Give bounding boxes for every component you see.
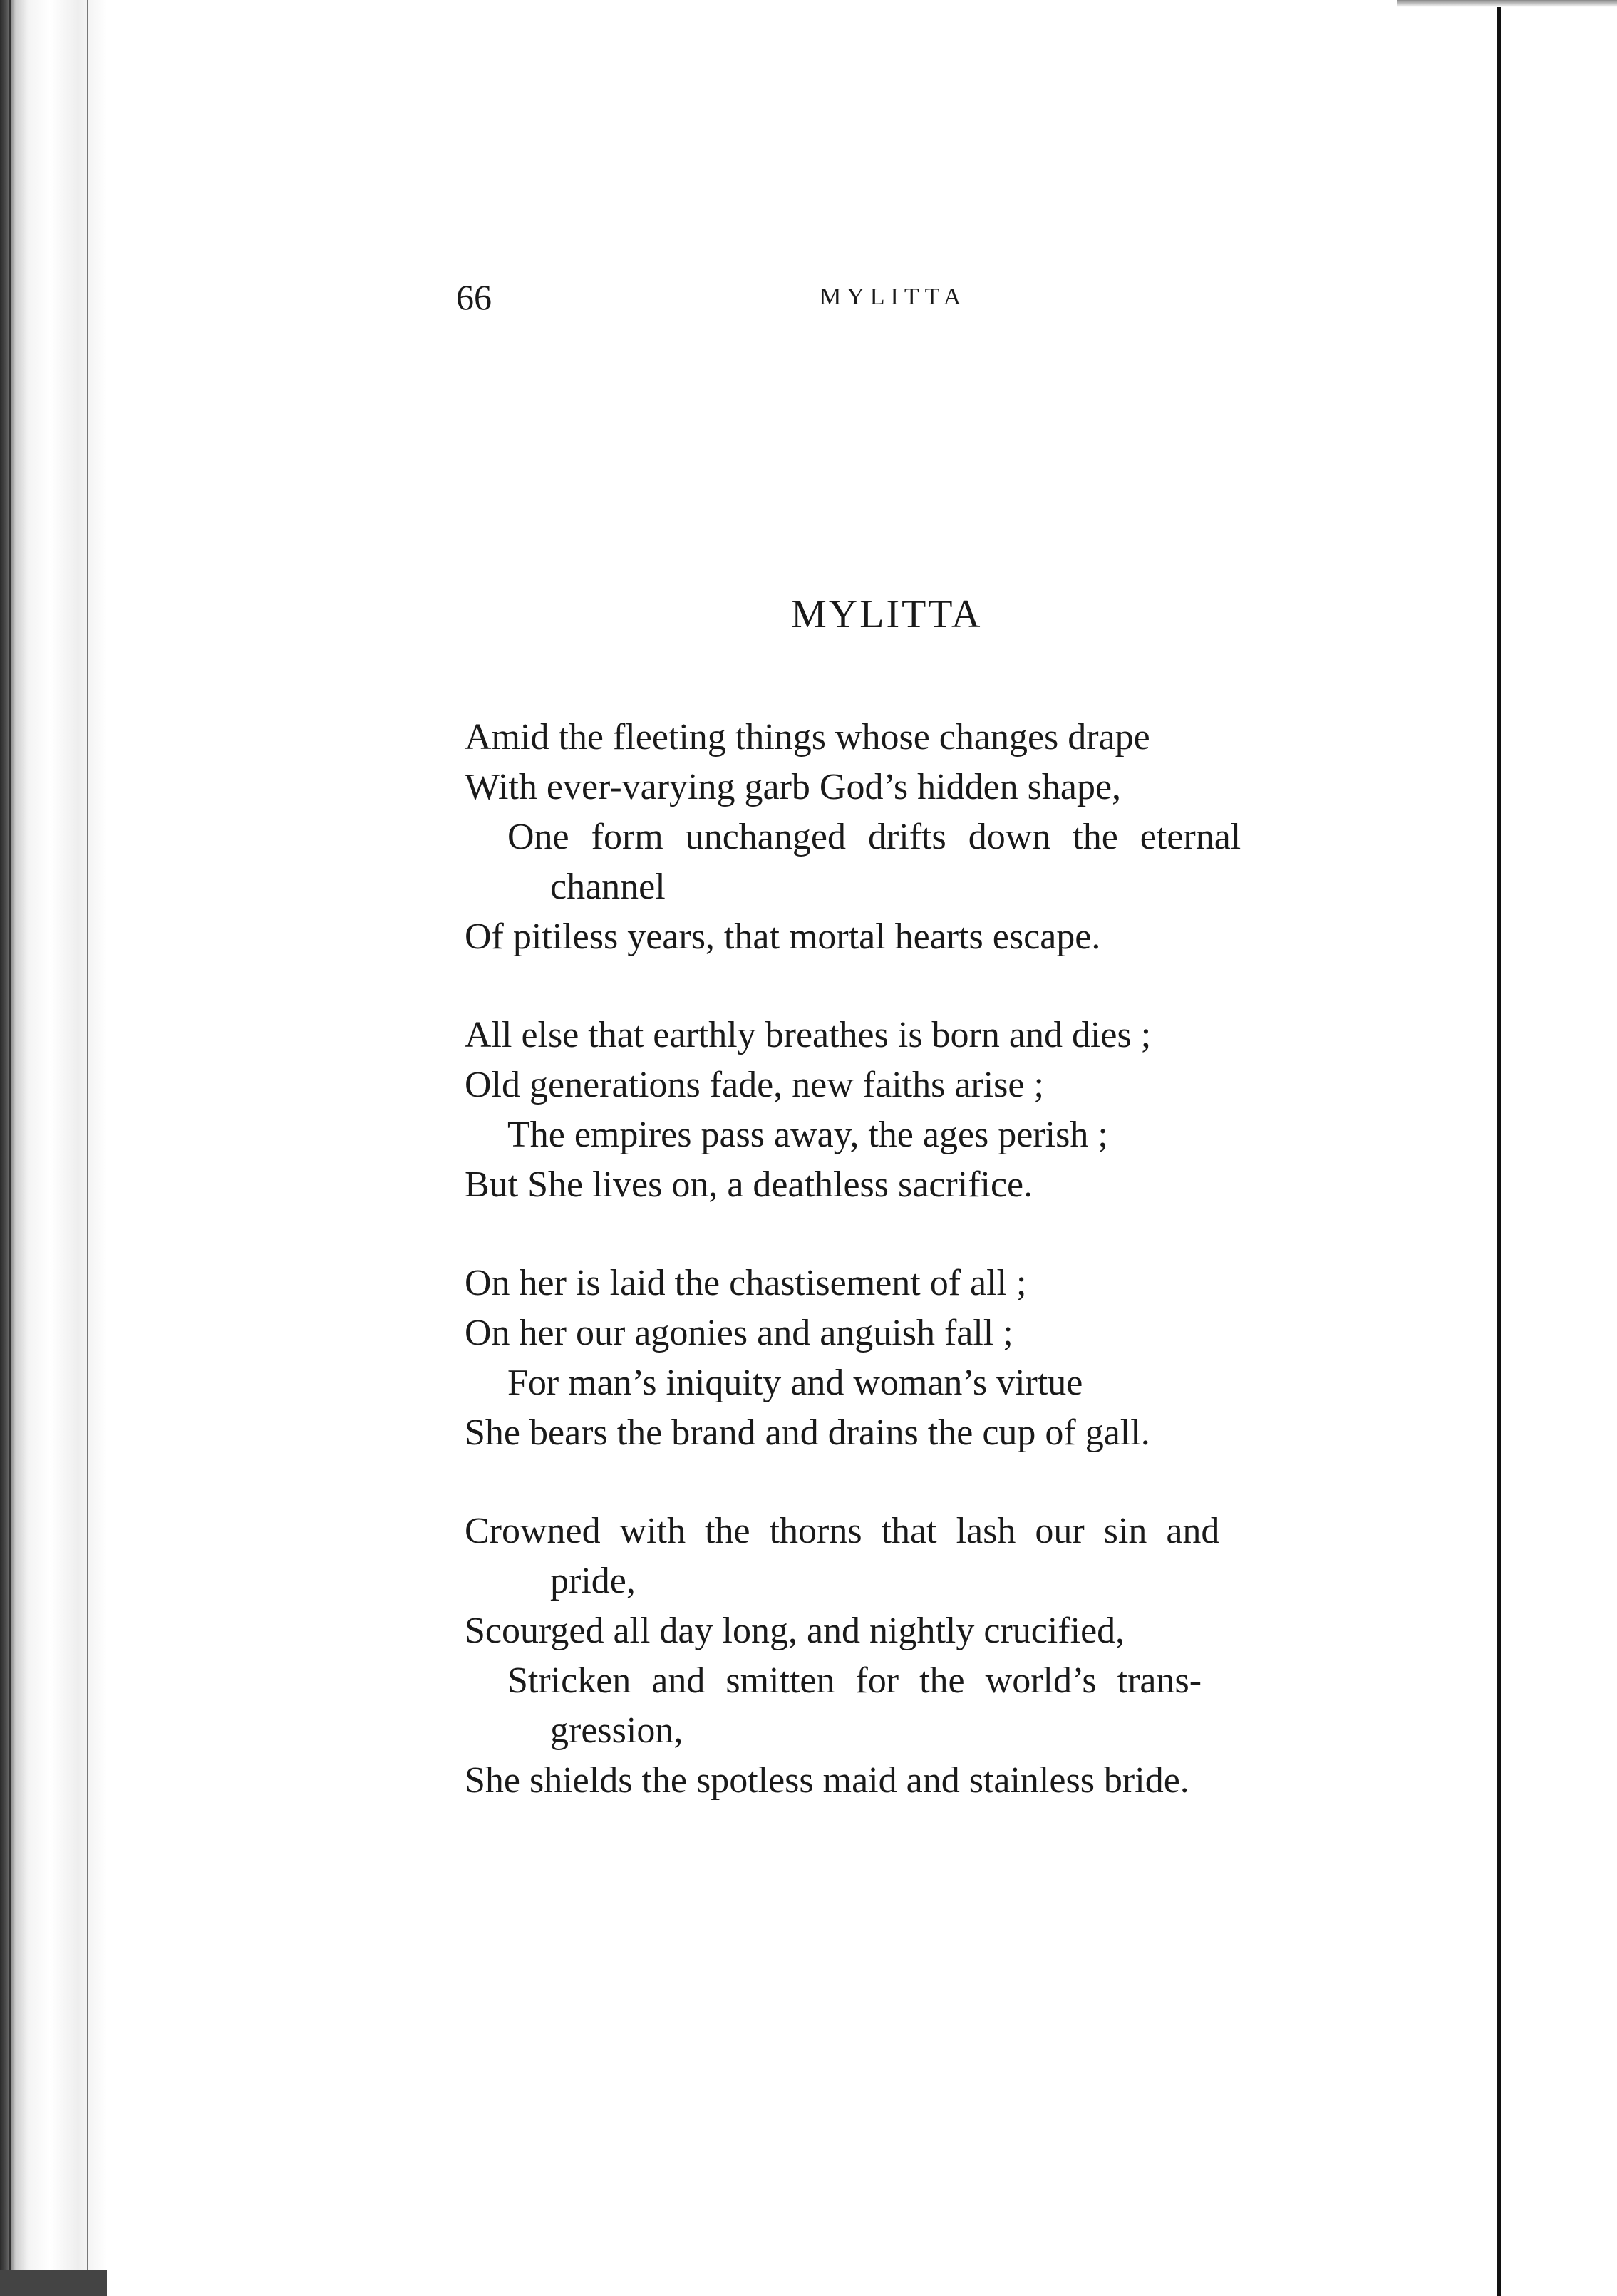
poem-line bbox=[465, 1656, 1363, 1706]
poem-line bbox=[465, 1060, 1363, 1110]
page-binding-edge bbox=[0, 0, 107, 2296]
poem-line-text: pride, bbox=[550, 1561, 636, 1601]
poem-body bbox=[465, 713, 1363, 1854]
poem-line-text: She shields the spotless maid and stainless bride. bbox=[465, 1760, 1189, 1801]
poem-line bbox=[465, 762, 1363, 812]
poem-line-text: Old generations fade, new faiths arise ; bbox=[465, 1065, 1044, 1105]
poem-line-text: Scourged all day long, and nightly crucified, bbox=[465, 1610, 1125, 1651]
poem-line-text: On her is laid the chastisement of all ; bbox=[465, 1263, 1027, 1303]
poem-line bbox=[465, 1358, 1363, 1408]
poem-line-turnover bbox=[465, 862, 1363, 912]
poem-line-text: But She lives on, a deathless sacrifice. bbox=[465, 1164, 1033, 1205]
poem-line bbox=[465, 1258, 1363, 1308]
page-bottom-shadow bbox=[0, 2270, 107, 2296]
poem-line bbox=[465, 912, 1363, 962]
page-right-edge bbox=[1497, 0, 1501, 2296]
poem-line-text: Amid the fleeting things whose changes drape bbox=[465, 717, 1150, 757]
binding-line bbox=[87, 0, 88, 2296]
poem-line-text: On her our agonies and anguish fall ; bbox=[465, 1313, 1013, 1353]
poem-line bbox=[465, 713, 1363, 762]
poem-line bbox=[465, 1408, 1363, 1458]
stanza-3 bbox=[465, 1258, 1363, 1458]
stanza-4 bbox=[465, 1506, 1363, 1806]
poem-line-turnover bbox=[465, 1556, 1363, 1606]
poem-line-text: Stricken and smitten for the world’s trans- bbox=[507, 1660, 1202, 1701]
poem-line-text: She bears the brand and drains the cup of gall. bbox=[465, 1412, 1150, 1453]
poem-line-text: All else that earthly breathes is born and dies ; bbox=[465, 1015, 1152, 1055]
poem-line-text: With ever-varying garb God’s hidden shape, bbox=[465, 767, 1122, 807]
poem-line bbox=[465, 1010, 1363, 1060]
running-head bbox=[456, 276, 1026, 319]
poem-line-text: One form unchanged drifts down the eternal bbox=[507, 817, 1241, 857]
poem-line bbox=[465, 1606, 1363, 1656]
binding-line bbox=[9, 0, 11, 2296]
poem-line-text: channel bbox=[550, 867, 666, 907]
poem-line bbox=[465, 812, 1363, 862]
stanza-1 bbox=[465, 713, 1363, 962]
poem-line-turnover bbox=[465, 1706, 1363, 1756]
poem-line bbox=[465, 1308, 1363, 1358]
poem-line bbox=[465, 1110, 1363, 1160]
poem-line bbox=[465, 1756, 1363, 1806]
stanza-2 bbox=[465, 1010, 1363, 1210]
poem-line-text: Of pitiless years, that mortal hearts escape. bbox=[465, 916, 1101, 957]
poem-line-text: For man’s iniquity and woman’s virtue bbox=[507, 1362, 1083, 1403]
poem-line bbox=[465, 1160, 1363, 1210]
running-title: MYLITTA bbox=[820, 284, 967, 310]
poem-line-text: gression, bbox=[550, 1710, 683, 1751]
poem-line-text: The empires pass away, the ages perish ; bbox=[507, 1115, 1108, 1155]
poem-line bbox=[465, 1506, 1363, 1556]
page-corner-shadow bbox=[1397, 0, 1617, 7]
page-number: 66 bbox=[456, 277, 492, 317]
poem-title: MYLITTA bbox=[791, 592, 983, 636]
poem-line-text: Crowned with the thorns that lash our sin and bbox=[465, 1511, 1220, 1551]
